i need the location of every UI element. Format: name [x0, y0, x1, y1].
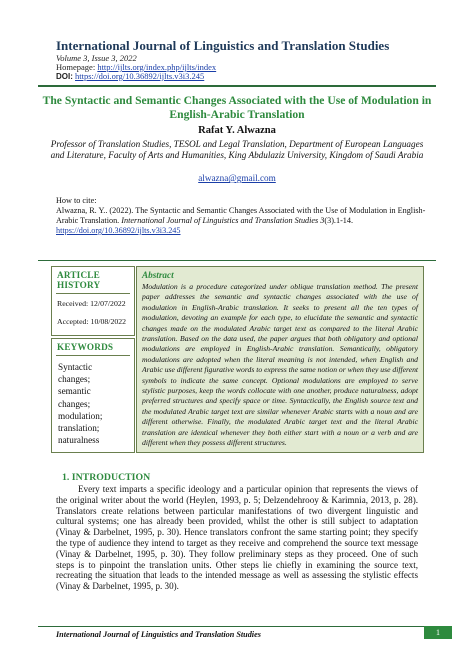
keywords-rule — [56, 355, 130, 356]
page-number: 1 — [424, 626, 452, 639]
article-history-heading: ARTICLE HISTORY — [57, 270, 101, 290]
author-email — [0, 173, 474, 183]
doi-line — [56, 71, 204, 81]
abstract-text: Modulation is a procedure categorized under oblique translation method. The present paper addresses the semantic and syntactic changes associated with the use of modulation in English-Arabic translation. It seeks to present all the ten types of modulation, devoting an example for each type, to elucidate the semantic and syntactic changes made on the modulated Arabic target text as compared to the literal Arabic translation. Based on the data used, the paper argues that both obligatory and optional modulations are employed in English-Arabic translation. Semantically, obligatory modulations are adopted when the literal meaning is not intended, when English and Arabic use different figurative words to express the same notion or when they use different symbols to indicate the same concept. Optional modulations are employed to serve stylistic purposes, keep the words collocate with one another, produce naturalness, adopt preferred structures and specify space or time. Syntactically, the English source text and the modulated Arabic target text are similar whenever Arabic starts with a noun and are different otherwise. Finally, the modulated Arabic target text and the literal Arabic translation are identical whenever they both either start with a noun or a verb and are different when they possess different structures. — [142, 282, 419, 448]
abstract-heading: Abstract — [142, 270, 174, 280]
cite-journal: International Journal of Linguistics and Translation Studies 3 — [121, 216, 325, 225]
cite-volume: (3).1-14. — [324, 216, 354, 225]
doi-label: DOI: — [56, 72, 73, 81]
author-name: Rafat Y. Alwazna — [198, 125, 276, 136]
keyword-item: Syntactic — [58, 362, 93, 372]
article-history-box — [51, 266, 135, 336]
footer-divider — [38, 626, 436, 627]
introduction-heading: 1. INTRODUCTION — [62, 472, 151, 483]
volume-issue: Volume 3, Issue 3, 2022 — [56, 53, 137, 63]
cite-label: How to cite: — [56, 196, 97, 205]
doi-link[interactable]: https://doi.org/10.36892/ijlts.v3i3.245 — [75, 71, 205, 81]
homepage-link[interactable]: http://ijlts.org/index.php/ijlts/index — [97, 62, 217, 72]
cite-divider — [38, 260, 436, 261]
cite-doi-link[interactable]: https://doi.org/10.36892/ijlts.v3i3.245 — [56, 226, 181, 235]
header-divider — [38, 85, 436, 87]
keyword-item: semantic — [58, 386, 91, 397]
received-date: Received: 12/07/2022 — [57, 299, 126, 308]
keyword-item: translation; — [58, 423, 100, 434]
cite-text — [56, 206, 426, 226]
cite-plain: Alwazna, R. Y.. (2022). The Syntactic and Semantic Changes Associated with the Use of Modulation in English-Arabic Translation. — [56, 206, 426, 225]
footer-journal: International Journal of Linguistics and Translation Studies — [56, 630, 261, 639]
keyword-item: changes; — [58, 374, 91, 385]
keywords-heading: KEYWORDS — [57, 342, 114, 352]
article-history-rule — [56, 293, 130, 294]
paper-title: The Syntactic and Semantic Changes Associated with the Use of Modulation in English-Arabic Translation — [42, 94, 432, 121]
how-to-cite — [56, 196, 426, 236]
keyword-item: naturalness — [58, 435, 100, 446]
keywords-box — [51, 338, 135, 453]
journal-title: International Journal of Linguistics and Translation Studies — [56, 38, 390, 53]
abstract-box — [136, 266, 424, 453]
introduction-body — [56, 484, 418, 592]
author-affiliation: Professor of Translation Studies, TESOL and Legal Translation, Department of European Languages and Literature, Faculty of Arts and Humanities, King Abdulaziz University, Kingdom of Saudi Arabia — [50, 139, 424, 160]
keyword-item: modulation; — [58, 410, 103, 421]
accepted-date: Accepted: 10/08/2022 — [57, 317, 127, 326]
homepage-label: Homepage: — [56, 62, 98, 72]
keyword-item: changes; — [58, 398, 91, 409]
introduction-paragraph: Every text imparts a specific ideology and a particular opinion that represents the views of the original writer about the world (Heylen, 1993, p. 5; Delzendehrooy & Karimnia, 2013, p. 28). Translators create relations between particular manifestations of two divergent linguistic and cultural systems; one has already been provided, whilst the other is still subject to adaptation (Vinay & Darbelnet, 1995, p. 30). Hence translators confront the same starting point; they specify the type of audience they intend to target as they receive and comprehend the source text message (Vinay & Darbelnet, 1995, p. 30). They follow preliminary steps as they proceed. One of such steps is to pinpoint the translation units. Other steps lie chiefly in examining the source text, recreating the situation that leads to the intended message as well as assessing the stylistic effects (Vinay & Darbelnet, 1995, p. 30). — [56, 484, 418, 592]
keyword-list — [58, 361, 102, 446]
email-link[interactable]: alwazna@gmail.com — [198, 173, 276, 183]
